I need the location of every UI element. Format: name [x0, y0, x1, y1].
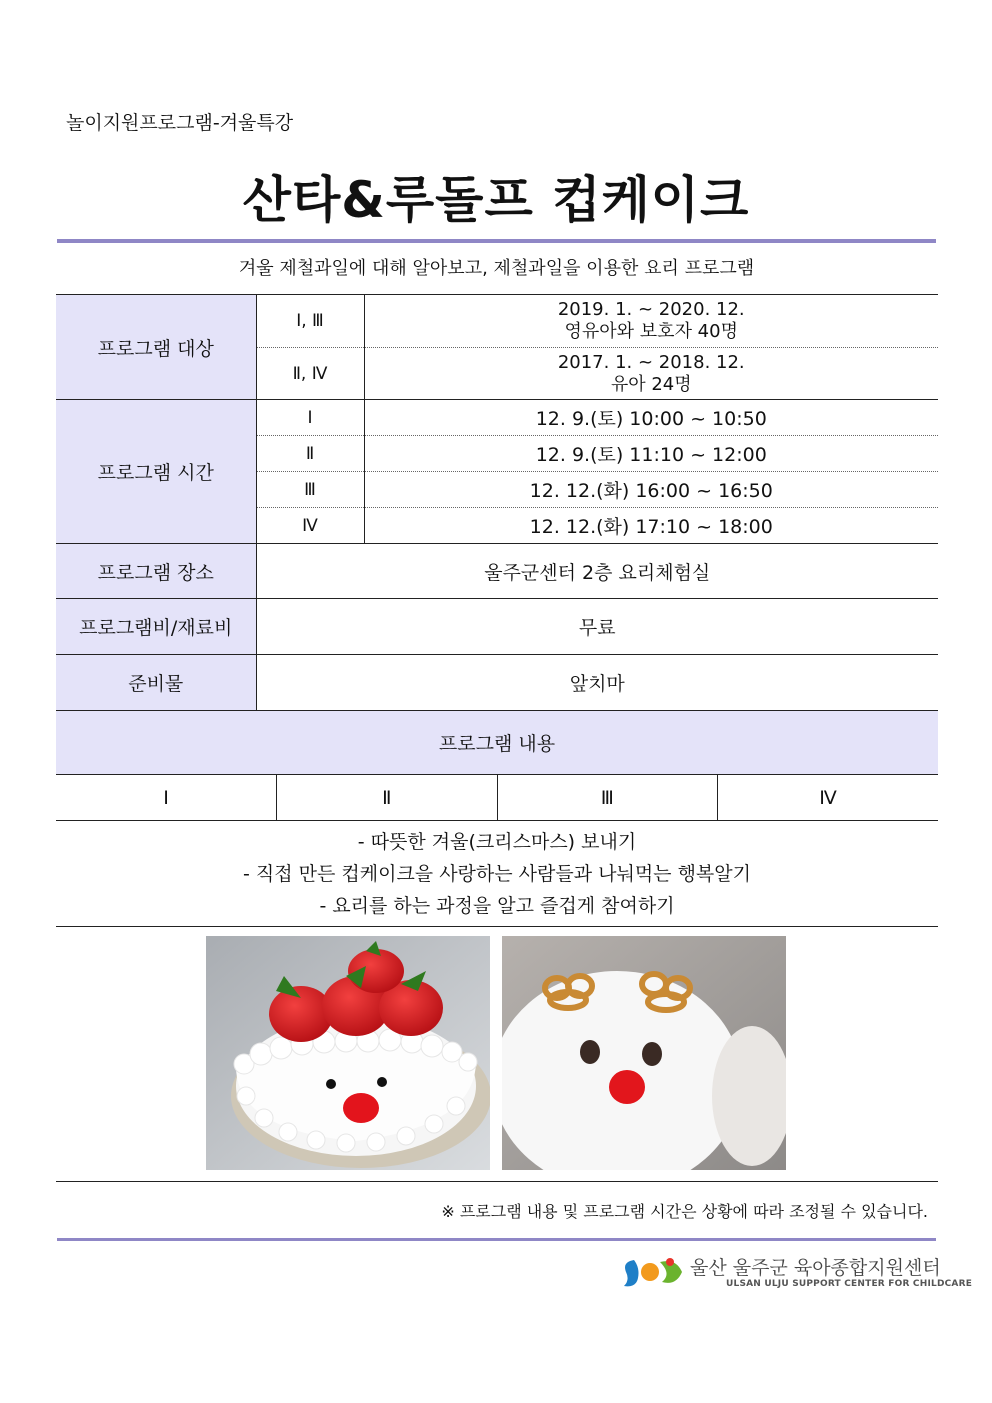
place-value: 울주군센터 2층 요리체험실 — [256, 544, 938, 599]
center-name-en: ULSAN ULJU SUPPORT CENTER FOR CHILDCARE — [726, 1279, 973, 1289]
santa-cupcake-photo — [206, 936, 490, 1170]
target-participants: 영유아와 보호자 40명 — [564, 321, 738, 342]
center-name-ko: 울산 울주군 육아종합지원센터 — [690, 1257, 941, 1279]
center-logo-icon — [620, 1252, 690, 1292]
target-label: 프로그램 대상 — [56, 295, 256, 400]
content-heading: 프로그램 내용 — [56, 711, 938, 775]
page-title: 산타&루돌프 컵케이크 — [242, 171, 750, 229]
time-value: 12. 12.(화) 17:10 ~ 18:00 — [364, 508, 938, 544]
target-birth-range: 2019. 1. ~ 2020. 12. — [557, 299, 745, 320]
fee-value: 무료 — [256, 599, 938, 655]
content-session: Ⅱ — [277, 775, 498, 821]
goal-item: - 따뜻한 겨울(크리스마스) 보내기 — [357, 831, 637, 853]
supplies-label: 준비물 — [56, 655, 256, 710]
target-detail — [364, 348, 938, 400]
bottom-divider — [57, 1238, 936, 1241]
program-goals — [56, 826, 938, 922]
supplies-value: 앞치마 — [256, 655, 938, 710]
target-participants: 유아 24명 — [610, 373, 692, 395]
time-value: 12. 9.(토) 10:00 ~ 10:50 — [364, 400, 938, 436]
photos-divider — [56, 1181, 938, 1182]
time-session: Ⅱ — [256, 436, 364, 472]
target-detail — [364, 295, 938, 348]
content-session: Ⅰ — [56, 775, 277, 821]
target-group: Ⅰ, Ⅲ — [256, 295, 364, 348]
program-content-table — [56, 710, 938, 821]
time-session: Ⅲ — [256, 472, 364, 508]
program-intro: 겨울 제철과일에 대해 알아보고, 제철과일을 이용한 요리 프로그램 — [238, 258, 755, 279]
time-value: 12. 9.(토) 11:10 ~ 12:00 — [364, 436, 938, 472]
place-label: 프로그램 장소 — [56, 544, 256, 599]
time-session: Ⅳ — [256, 508, 364, 544]
rudolph-cupcake-photo — [502, 936, 786, 1170]
goal-item: - 요리를 하는 과정을 알고 즐겁게 참여하기 — [319, 895, 675, 917]
program-info-table — [56, 294, 938, 710]
time-session: Ⅰ — [256, 400, 364, 436]
target-group: Ⅱ, Ⅳ — [256, 348, 364, 400]
program-category: 놀이지원프로그램-겨울특강 — [66, 112, 294, 134]
target-birth-range: 2017. 1. ~ 2018. 12. — [557, 351, 745, 373]
schedule-note: ※ 프로그램 내용 및 프로그램 시간은 상황에 따라 조정될 수 있습니다. — [441, 1202, 928, 1221]
top-divider — [57, 239, 936, 243]
goals-divider — [56, 926, 938, 927]
content-session: Ⅳ — [718, 775, 939, 821]
content-session: Ⅲ — [497, 775, 718, 821]
fee-label: 프로그램비/재료비 — [56, 599, 256, 655]
goal-item: - 직접 만든 컵케이크을 사랑하는 사람들과 나눠먹는 행복알기 — [243, 863, 751, 885]
time-label: 프로그램 시간 — [56, 400, 256, 544]
time-value: 12. 12.(화) 16:00 ~ 16:50 — [364, 472, 938, 508]
